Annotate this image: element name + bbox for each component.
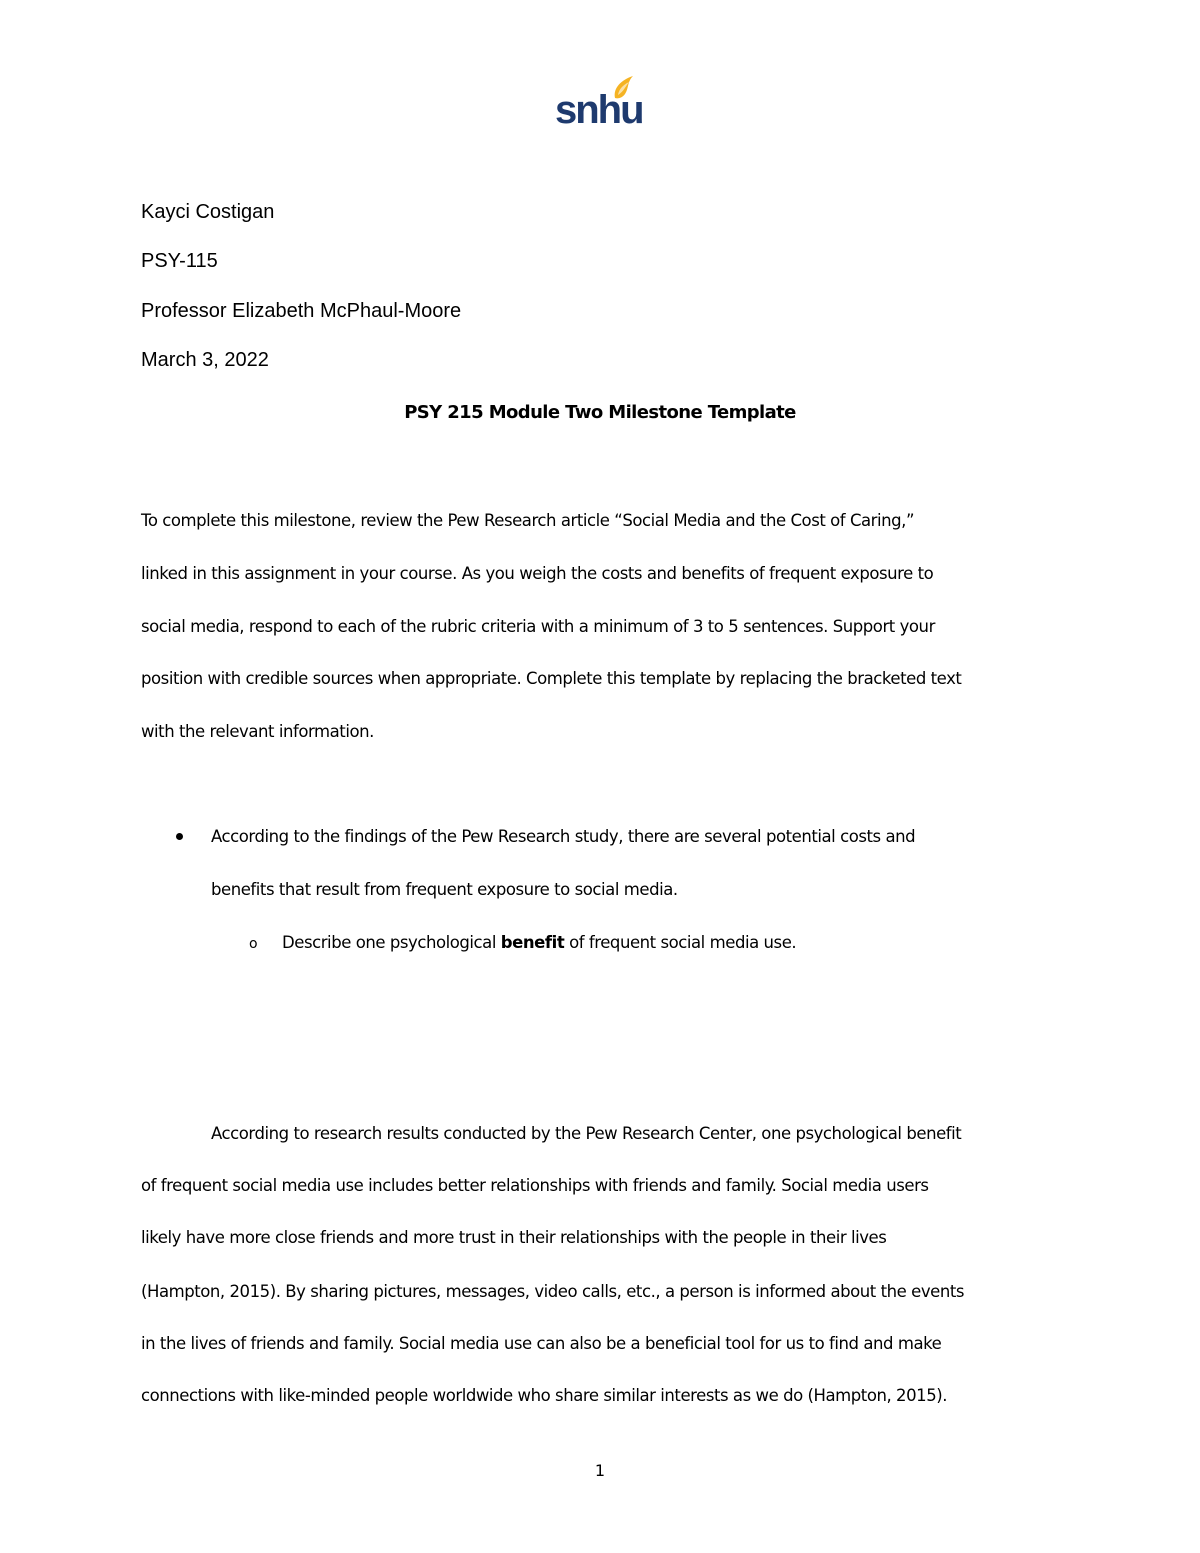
professor-name: Professor Elizabeth McPhaul-Moore: [141, 300, 462, 322]
answer-line: connections with like-minded people worldwide who share similar interests as we do (Hampton, 2015).: [141, 1386, 948, 1405]
sub-bullet-icon: o: [249, 936, 258, 952]
sub-bullet-text-before: Describe one psychological: [282, 933, 501, 952]
bullet-icon: [176, 833, 183, 840]
intro-line: linked in this assignment in your course. As you weigh the costs and benefits of frequent exposure to: [141, 564, 934, 583]
intro-line: position with credible sources when appropriate. Complete this template by replacing the bracketed text: [141, 669, 962, 688]
answer-line: of frequent social media use includes better relationships with friends and family. Social media users: [141, 1176, 929, 1195]
snhu-logo: [555, 74, 643, 132]
logo-text: snhu: [555, 88, 643, 132]
answer-line: (Hampton, 2015). By sharing pictures, messages, video calls, etc., a person is informed about the events: [141, 1282, 965, 1301]
answer-line: According to research results conducted by the Pew Research Center, one psychological benefit: [211, 1124, 962, 1143]
sub-bullet-text-after: of frequent social media use.: [564, 933, 797, 952]
intro-line: social media, respond to each of the rubric criteria with a minimum of 3 to 5 sentences. Support your: [141, 617, 935, 636]
student-name: Kayci Costigan: [141, 201, 275, 223]
page-number: 1: [594, 1461, 606, 1480]
course-code: PSY-115: [141, 250, 218, 272]
intro-line: To complete this milestone, review the Pew Research article “Social Media and the Cost of Caring,”: [141, 511, 915, 530]
bullet-line: According to the findings of the Pew Research study, there are several potential costs and: [211, 827, 916, 846]
date: March 3, 2022: [141, 349, 269, 371]
bullet-line: benefits that result from frequent exposure to social media.: [211, 880, 678, 899]
answer-line: likely have more close friends and more trust in their relationships with the people in their lives: [141, 1228, 887, 1247]
intro-line: with the relevant information.: [141, 722, 374, 741]
sub-bullet-text-bold: benefit: [500, 933, 565, 952]
answer-line: in the lives of friends and family. Social media use can also be a beneficial tool for us to find and make: [141, 1334, 942, 1353]
page-title: PSY 215 Module Two Milestone Template: [404, 402, 796, 423]
sub-bullet-text: [282, 932, 796, 954]
